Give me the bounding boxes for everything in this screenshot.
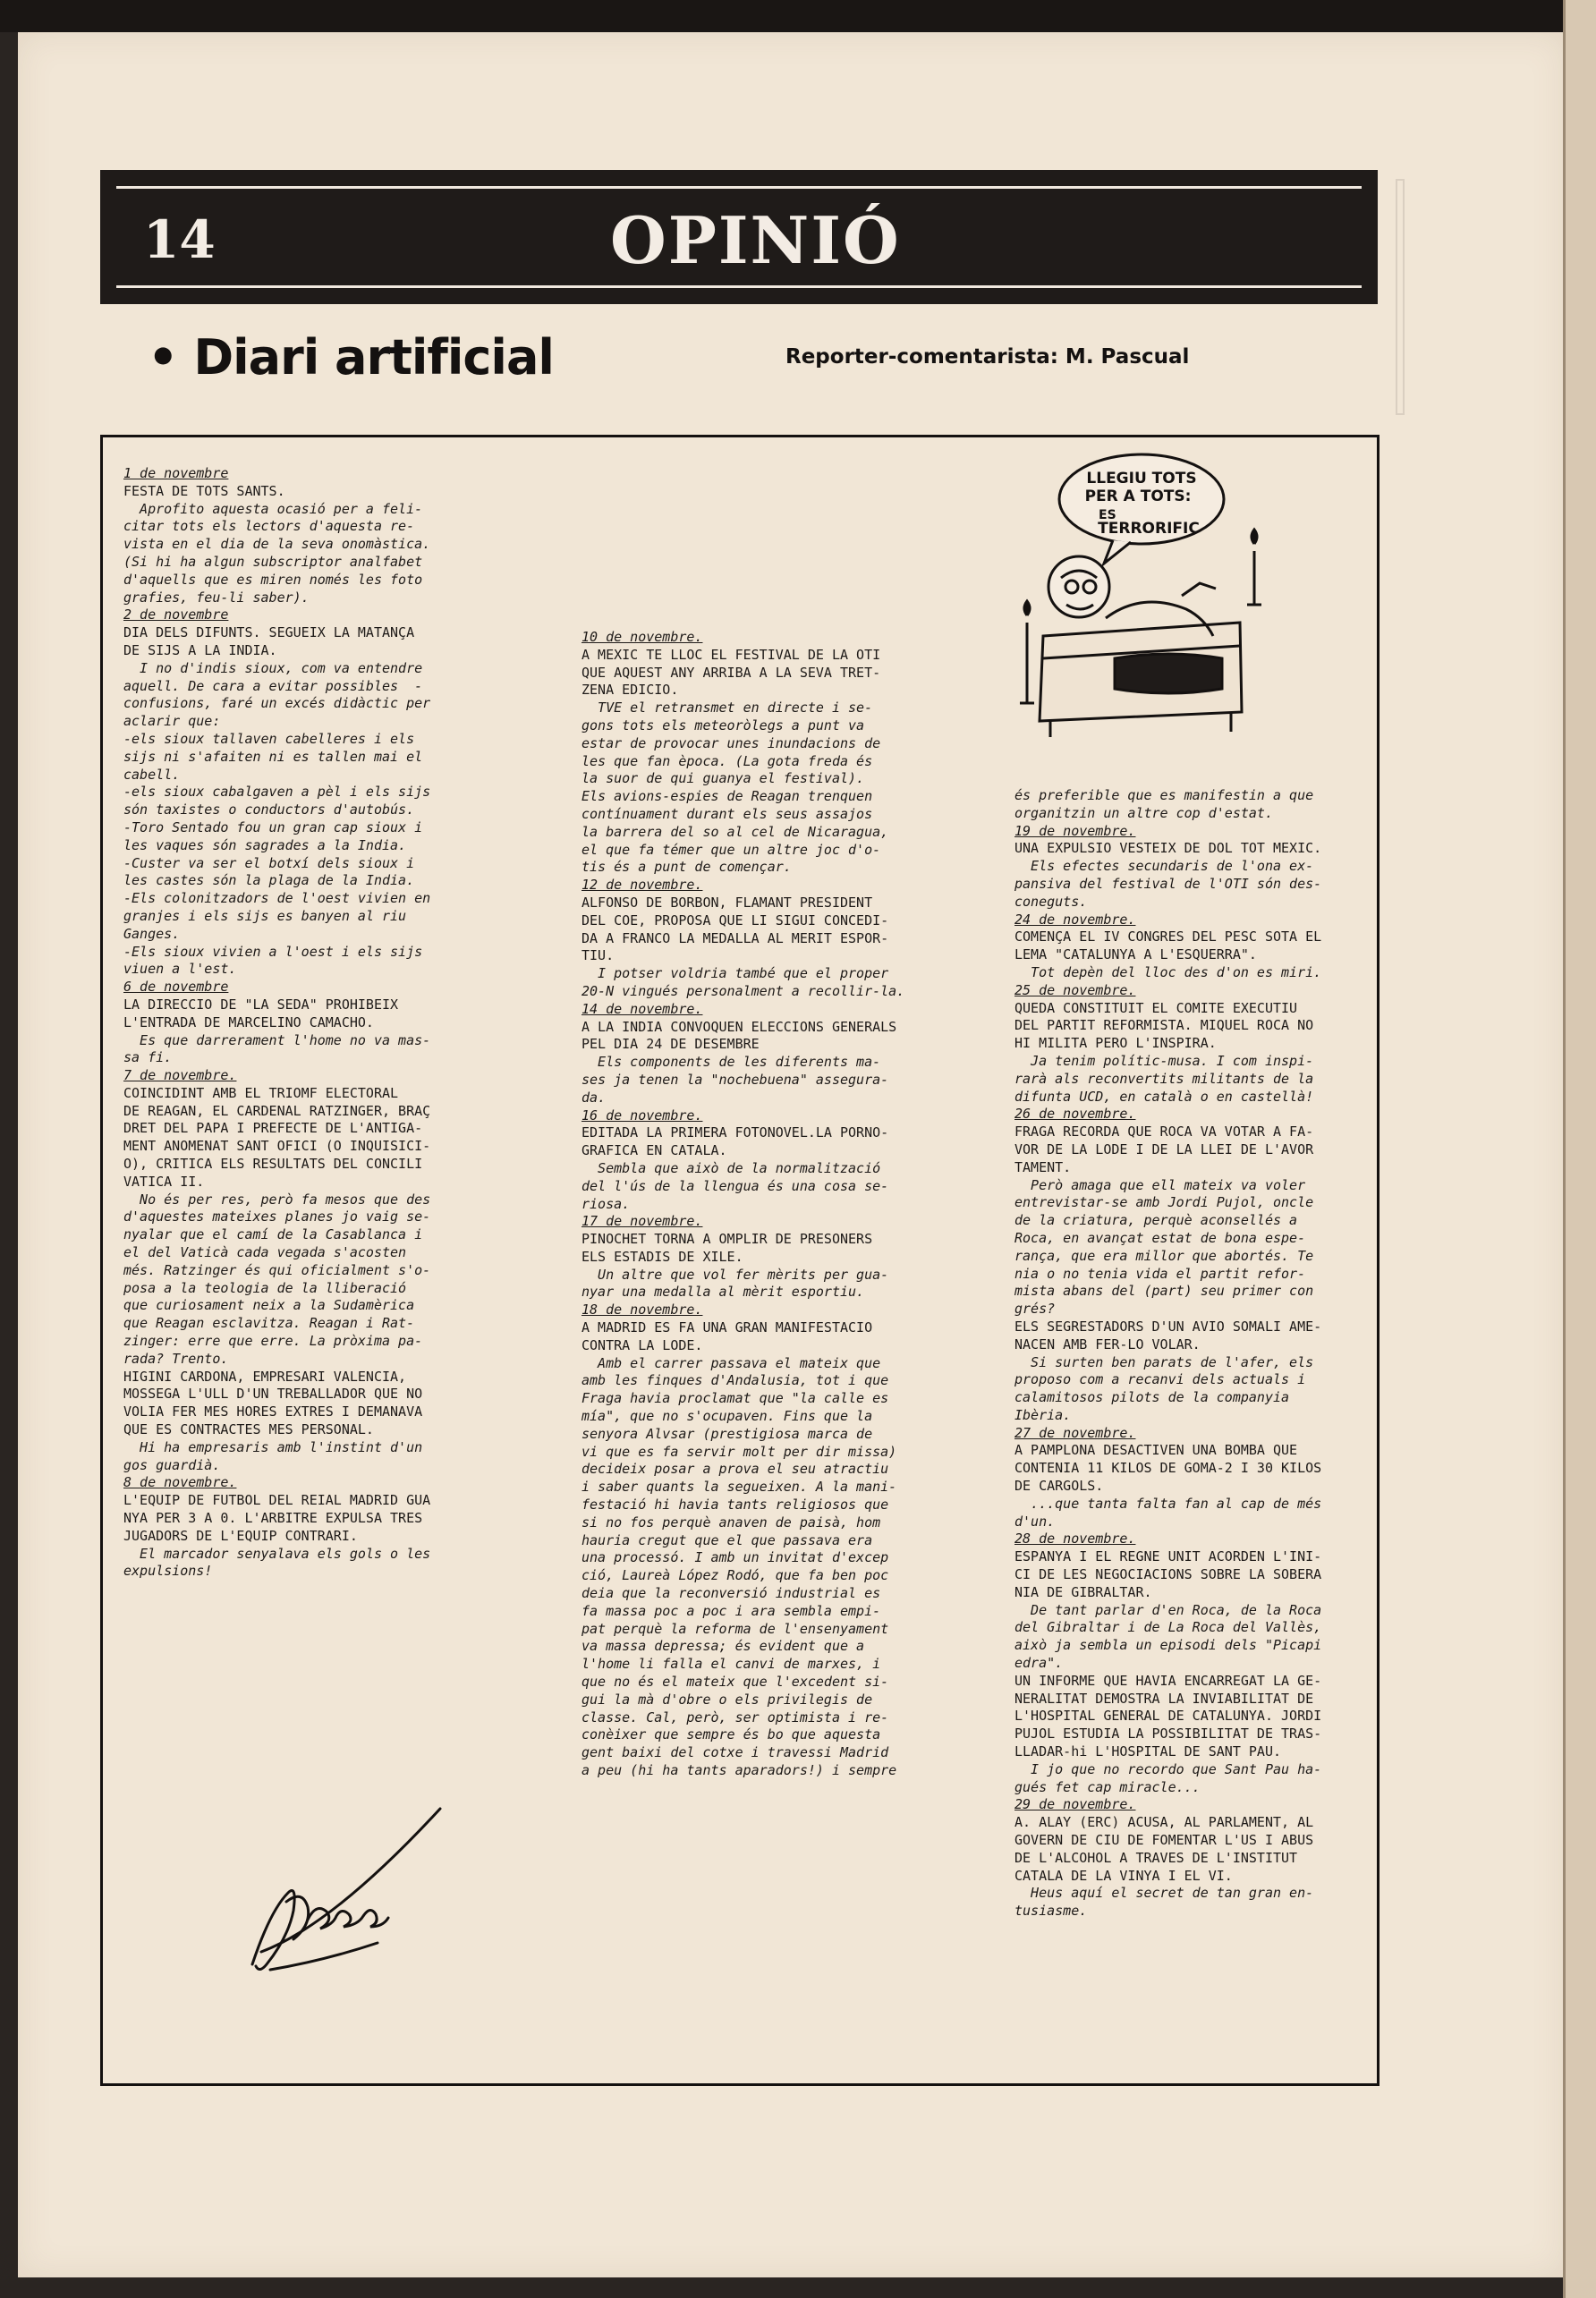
entry-text-line: rarà als reconvertits militants de la	[1014, 1070, 1314, 1087]
entry-text-line: senyora Alvsar (prestigiosa marca de	[582, 1425, 873, 1442]
entry-headline-line: L'EQUIP DE FUTBOL DEL REIAL MADRID GUA	[123, 1492, 431, 1509]
entry-headline-line: UN INFORME QUE HAVIA ENCARREGAT LA GE-	[1014, 1672, 1322, 1689]
entry-headline-line: COINCIDINT AMB EL TRIOMF ELECTORAL	[123, 1084, 399, 1101]
entry-headline-line: NACEN AMB FER-LO VOLAR.	[1014, 1336, 1201, 1353]
entry-text-line: Fraga havia proclamat que "la calle es	[582, 1390, 889, 1407]
entry-text-line: mía", que no s'ocupaven. Fins que la	[582, 1408, 873, 1425]
entry-date: 10 de novembre.	[582, 629, 703, 645]
entry-text-line: la suor de qui guanya el festival).	[582, 770, 865, 787]
entry-text-line: la barrera del so al cel de Nicaragua,	[582, 823, 889, 840]
entry-text-line: expulsions!	[123, 1563, 213, 1580]
entry-headline-line: CI DE LES NEGOCIACIONS SOBRE LA SOBERA	[1014, 1566, 1322, 1583]
entry-text-line: tusiasme.	[1014, 1903, 1088, 1920]
entry-headline-line: DIA DELS DIFUNTS. SEGUEIX LA MATANÇA	[123, 624, 415, 641]
entry-text-line: fa massa poc a poc i ara sembla empi-	[582, 1602, 881, 1619]
entry-headline-line: COMENÇA EL IV CONGRES DEL PESC SOTA EL	[1014, 929, 1322, 945]
entry-headline-line: LA DIRECCIO DE "LA SEDA" PROHIBEIX	[123, 996, 399, 1013]
entry-headline-line: ELS ESTADIS DE XILE.	[582, 1248, 743, 1265]
entry-text-line: 20-N vingués personalment a recollir-la.	[582, 982, 905, 999]
entry-text-line: aclarir que:	[123, 713, 221, 730]
entry-headline-line: DE L'ALCOHOL A TRAVES DE L'INSTITUT	[1014, 1849, 1298, 1866]
entry-headline-line: DEL COE, PROPOSA QUE LI SIGUI CONCEDI-	[582, 912, 889, 929]
entry-text-line: -Custer va ser el botxí dels sioux i	[123, 854, 415, 871]
bubble-line-3: ES	[1099, 508, 1116, 522]
entry-headline-line: DRET DEL PAPA I PREFECTE DE L'ANTIGA-	[123, 1120, 423, 1137]
entry-text-line: les castes són la plaga de la India.	[123, 872, 415, 889]
entry-headline-line: ALFONSO DE BORBON, FLAMANT PRESIDENT	[582, 894, 873, 911]
entry-text-line: mista abans del (part) seu primer con	[1014, 1283, 1314, 1300]
entry-text-line: pat perquè la reforma de l'ensenyament	[582, 1620, 889, 1637]
bubble-line-2: PER A TOTS:	[1084, 488, 1192, 505]
entry-text-line: viuen a l'est.	[123, 961, 237, 978]
entry-text-line: I potser voldria també que el proper	[582, 965, 889, 982]
speech-bubble-tail	[1104, 540, 1131, 564]
entry-text-line: proposo com a recanvi dels actuals i	[1014, 1371, 1306, 1388]
entry-text-line: edra".	[1014, 1655, 1064, 1672]
entry-text-line: d'aquells que es miren només les foto	[123, 571, 423, 588]
cartoon-illustration	[1007, 444, 1294, 748]
entry-text-line: les vaques són sagrades a la India.	[123, 836, 407, 853]
entry-text-line: d'un.	[1014, 1513, 1056, 1530]
entry-headline-line: TAMENT.	[1014, 1158, 1072, 1175]
entry-text-line: si no fos perquè anaven de paisà, hom	[582, 1514, 881, 1531]
entry-headline-line: PUJOL ESTUDIA LA POSSIBILITAT DE TRAS-	[1014, 1726, 1322, 1743]
entry-text-line: tis és a punt de començar.	[582, 859, 792, 876]
entry-headline-line: FESTA DE TOTS SANTS.	[123, 482, 285, 499]
entry-headline-line: DE CARGOLS.	[1014, 1478, 1104, 1495]
entry-text-line: da.	[582, 1089, 607, 1106]
entry-text-line: amb les finques d'Andalusia, tot i que	[582, 1372, 889, 1389]
entry-headline-line: MENT ANOMENAT SANT OFICI (O INQUISICI-	[123, 1138, 431, 1155]
entry-text-line: ses ja tenen la "nochebuena" assegura-	[582, 1071, 889, 1088]
entry-text-line: festació hi havia tants religiosos que	[582, 1497, 889, 1514]
entry-text-line: cabell.	[123, 766, 181, 783]
entry-text-line: l'home li falla el canvi de marxes, i	[582, 1656, 881, 1673]
entry-date: 6 de novembre	[123, 979, 229, 996]
entry-text-line: això ja sembla un episodi dels "Picapi	[1014, 1637, 1322, 1654]
text-column-2	[582, 629, 966, 1780]
entry-date: 1 de novembre	[123, 465, 229, 481]
entry-text-line: -Toro Sentado fou un gran cap sioux i	[123, 818, 423, 835]
entry-text-line: difunta UCD, en català o en castellà!	[1014, 1088, 1314, 1105]
coffin-figure-icon	[1020, 530, 1261, 737]
entry-text-line: calamitosos pilots de la companyia	[1014, 1389, 1290, 1406]
entry-headline-line: JUGADORS DE L'EQUIP CONTRARI.	[123, 1527, 358, 1544]
entry-text-line: de la criatura, perquè aconsellés a	[1014, 1212, 1298, 1229]
entry-text-line: -Els colonitzadors de l'oest vivien en	[123, 890, 431, 907]
section-header	[100, 170, 1378, 304]
entry-text-line: I no d'indis sioux, com va entendre	[123, 659, 423, 676]
entry-text-line: El marcador senyalava els gols o les	[123, 1545, 431, 1562]
entry-date: 24 de novembre.	[1014, 911, 1136, 928]
page-number: 14	[143, 209, 216, 270]
entry-text-line: Aprofito aquesta ocasió per a feli-	[123, 500, 423, 517]
entry-text-line: rança, que era millor que abortés. Te	[1014, 1247, 1314, 1264]
entry-text-line: que Reagan esclavitza. Reagan i Rat-	[123, 1315, 415, 1332]
section-title: OPINIÓ	[610, 202, 901, 278]
entry-text-line: Sembla que això de la normalització	[582, 1159, 881, 1176]
entry-headline-line: QUEDA CONSTITUIT EL COMITE EXECUTIU	[1014, 999, 1298, 1016]
entry-text-line: les que fan època. (La gota freda és	[582, 752, 873, 769]
entry-date: 18 de novembre.	[582, 1302, 703, 1319]
entry-text-line: a peu (hi ha tants aparadors!) i sempre	[582, 1762, 897, 1778]
entry-text-line: gui la mà d'obre o els privilegis de	[582, 1691, 873, 1708]
entry-date: 17 de novembre.	[582, 1213, 703, 1230]
entry-date: 25 de novembre.	[1014, 981, 1136, 998]
entry-text-line: Ganges.	[123, 925, 181, 942]
entry-text-line: No és per res, però fa mesos que des	[123, 1191, 431, 1208]
entry-headline-line: PINOCHET TORNA A OMPLIR DE PRESONERS	[582, 1231, 873, 1248]
entry-text-line: sijs ni s'afaiten ni es tallen mai el	[123, 748, 423, 765]
entry-headline-line: DE SIJS A LA INDIA.	[123, 641, 277, 658]
header-rule-top	[116, 186, 1362, 189]
entry-text-line: Els efectes secundaris de l'ona ex-	[1014, 858, 1314, 875]
entry-date: 16 de novembre.	[582, 1107, 703, 1124]
entry-headline-line: QUE AQUEST ANY ARRIBA A LA SEVA TRET-	[582, 664, 881, 681]
entry-headline-line: FRAGA RECORDA QUE ROCA VA VOTAR A FA-	[1014, 1124, 1314, 1141]
article-title: • Diari artificial	[148, 329, 554, 386]
entry-text-line: Tot depèn del lloc des d'on es miri.	[1014, 963, 1322, 980]
entry-headline-line: L'HOSPITAL GENERAL DE CATALUNYA. JORDI	[1014, 1708, 1322, 1725]
entry-headline-line: O), CRITICA ELS RESULTATS DEL CONCILI	[123, 1156, 423, 1173]
entry-text-line: vi que es fa servir molt per dir missa)	[582, 1443, 897, 1460]
entry-date: 26 de novembre.	[1014, 1106, 1136, 1123]
entry-text-line: és preferible que es manifestin a que	[1014, 787, 1314, 803]
entry-text-line: (Si hi ha algun subscriptor analfabet	[123, 553, 423, 570]
entry-text-line: una processó. I amb un invitat d'excep	[582, 1549, 889, 1566]
entry-text-line: aquell. De cara a evitar possibles -	[123, 677, 423, 694]
entry-text-line: són taxistes o conductors d'autobús.	[123, 801, 415, 818]
entry-text-line: nyar una medalla al mèrit esportiu.	[582, 1284, 865, 1301]
entry-headline-line: A. ALAY (ERC) ACUSA, AL PARLAMENT, AL	[1014, 1814, 1314, 1831]
entry-text-line: més. Ratzinger és qui oficialment s'o-	[123, 1261, 431, 1278]
entry-headline-line: ELS SEGRESTADORS D'UN AVIO SOMALI AME-	[1014, 1318, 1322, 1335]
entry-text-line: nia o no tenia vida el partit refor-	[1014, 1265, 1306, 1282]
entry-text-line: ...que tanta falta fan al cap de més	[1014, 1495, 1322, 1512]
entry-text-line: d'aquestes mateixes planes jo vaig se-	[123, 1208, 431, 1225]
entry-text-line: grafies, feu-li saber).	[123, 589, 310, 606]
entry-text-line: decideix posar a prova el seu atractiu	[582, 1461, 889, 1478]
entry-text-line: -Els sioux vivien a l'oest i els sijs	[123, 943, 423, 960]
entry-date: 27 de novembre.	[1014, 1424, 1136, 1441]
entry-headline-line: ZENA EDICIO.	[582, 682, 679, 699]
entry-text-line: organitzin un altre cop d'estat.	[1014, 804, 1273, 821]
entry-headline-line: PEL DIA 24 DE DESEMBRE	[582, 1036, 760, 1053]
entry-headline-line: CONTENIA 11 KILOS DE GOMA-2 I 30 KILOS	[1014, 1460, 1322, 1477]
entry-date: 2 de novembre	[123, 606, 229, 623]
entry-text-line: pansiva del festival de l'OTI són des-	[1014, 875, 1322, 892]
entry-headline-line: HI MILITA PERO L'INSPIRA.	[1014, 1035, 1217, 1052]
entry-headline-line: CATALA DE LA VINYA I EL VI.	[1014, 1867, 1233, 1884]
entry-headline-line: EDITADA LA PRIMERA FOTONOVEL.LA PORNO-	[582, 1124, 889, 1141]
entry-text-line: contínuament durant els seus assajos	[582, 805, 873, 822]
entry-text-line: hauria cregut que el que passava era	[582, 1531, 873, 1548]
entry-headline-line: TIU.	[582, 947, 615, 964]
entry-text-line: -els sioux tallaven cabelleres i els	[123, 730, 415, 747]
entry-headline-line: L'ENTRADA DE MARCELINO CAMACHO.	[123, 1013, 374, 1030]
entry-date: 28 de novembre.	[1014, 1531, 1136, 1548]
entry-text-line: nyalar que el camí de la Casablanca i	[123, 1226, 423, 1243]
entry-headline-line: GRAFICA EN CATALA.	[582, 1142, 727, 1159]
entry-text-line: Es que darrerament l'home no va mas-	[123, 1031, 431, 1048]
entry-headline-line: VOLIA FER MES HORES EXTRES I DEMANAVA	[123, 1403, 423, 1420]
entry-date: 14 de novembre.	[582, 1000, 703, 1017]
entry-headline-line: A LA INDIA CONVOQUEN ELECCIONS GENERALS	[582, 1018, 897, 1035]
entry-headline-line: DA A FRANCO LA MEDALLA AL MERIT ESPOR-	[582, 929, 889, 946]
entry-date: 19 de novembre.	[1014, 822, 1136, 839]
entry-headline-line: ESPANYA I EL REGNE UNIT ACORDEN L'INI-	[1014, 1548, 1322, 1565]
entry-text-line: posa a la teologia de la lliberació	[123, 1279, 407, 1296]
entry-text-line: va massa depressa; és evident que a	[582, 1638, 865, 1655]
entry-text-line: rada? Trento.	[123, 1350, 229, 1367]
entry-headline-line: QUE ES CONTRACTES MES PERSONAL.	[123, 1421, 374, 1438]
entry-headline-line: VATICA II.	[123, 1173, 205, 1190]
entry-text-line: Hi ha empresaris amb l'instint d'un	[123, 1438, 423, 1455]
entry-date: 8 de novembre.	[123, 1474, 237, 1491]
bubble-line-1: LLEGIU TOTS	[1086, 470, 1197, 488]
entry-text-line: conèixer que sempre és bo que aquesta	[582, 1726, 881, 1743]
entry-text-line: gent baixi del cotxe i travessi Madrid	[582, 1744, 889, 1761]
entry-text-line: confusions, faré un excés didàctic per	[123, 695, 431, 712]
author-signature	[234, 1794, 449, 1988]
entry-text-line: Els avions-espies de Reagan trenquen	[582, 788, 873, 805]
entry-text-line: grés?	[1014, 1301, 1056, 1318]
entry-date: 29 de novembre.	[1014, 1796, 1136, 1813]
entry-text-line: que curiosament neix a la Sudamèrica	[123, 1297, 415, 1314]
entry-headline-line: GOVERN DE CIU DE FOMENTAR L'US I ABUS	[1014, 1832, 1314, 1849]
bubble-line-4: TERRORIFIC	[1098, 520, 1200, 538]
entry-headline-line: DE REAGAN, EL CARDENAL RATZINGER, BRAÇ	[123, 1102, 431, 1119]
entry-headline-line: CONTRA LA LODE.	[582, 1336, 703, 1353]
text-column-1	[123, 465, 544, 1581]
entry-text-line: riosa.	[582, 1195, 631, 1212]
entry-text-line: i saber quants la segueixen. A la mani-	[582, 1479, 897, 1496]
scan-top-edge	[0, 0, 1596, 32]
entry-text-line: del l'ús de la llengua és una cosa se-	[582, 1177, 889, 1194]
entry-headline-line: LEMA "CATALUNYA A L'ESQUERRA".	[1014, 946, 1257, 963]
entry-text-line: que no és el mateix que l'excedent si-	[582, 1674, 889, 1691]
entry-text-line: entrevistar-se amb Jordi Pujol, oncle	[1014, 1194, 1314, 1211]
entry-text-line: Ja tenim polític-musa. I com inspi-	[1014, 1052, 1314, 1069]
entry-text-line: Heus aquí el secret de tan gran en-	[1014, 1885, 1314, 1902]
entry-headline-line: A PAMPLONA DESACTIVEN UNA BOMBA QUE	[1014, 1442, 1298, 1459]
entry-text-line: Amb el carrer passava el mateix que	[582, 1354, 881, 1371]
entry-text-line: classe. Cal, però, ser optimista i re-	[582, 1709, 889, 1726]
entry-text-line: Un altre que vol fer mèrits per gua-	[582, 1266, 889, 1283]
entry-text-line: Ibèria.	[1014, 1406, 1072, 1423]
entry-headline-line: VOR DE LA LODE I DE LA LLEI DE L'AVOR	[1014, 1141, 1314, 1157]
article-byline: Reporter-comentarista: M. Pascual	[785, 345, 1190, 369]
entry-headline-line: UNA EXPULSIO VESTEIX DE DOL TOT MEXIC.	[1014, 840, 1322, 857]
entry-date: 7 de novembre.	[123, 1067, 237, 1084]
entry-text-line: Els components de les diferents ma-	[582, 1054, 881, 1071]
entry-text-line: -els sioux cabalgaven a pèl i els sijs	[123, 784, 431, 801]
entry-text-line: el del Vaticà cada vegada s'acosten	[123, 1244, 407, 1261]
entry-text-line: gués fet cap miracle...	[1014, 1778, 1201, 1795]
entry-headline-line: LLADAR-hi L'HOSPITAL DE SANT PAU.	[1014, 1743, 1282, 1760]
entry-text-line: deia que la reconversió industrial es	[582, 1585, 881, 1602]
entry-headline-line: A MEXIC TE LLOC EL FESTIVAL DE LA OTI	[582, 646, 881, 663]
entry-text-line: Si surten ben parats de l'afer, els	[1014, 1353, 1314, 1370]
entry-text-line: zinger: erre que erre. La pròxima pa-	[123, 1333, 423, 1350]
bleed-through-mark	[1396, 179, 1405, 415]
entry-text-line: granjes i els sijs es banyen al riu	[123, 907, 407, 924]
entry-headline-line: A MADRID ES FA UNA GRAN MANIFESTACIO	[582, 1319, 873, 1336]
entry-text-line: del Gibraltar i de La Roca del Vallès,	[1014, 1619, 1322, 1636]
next-page-edge	[1563, 0, 1596, 2298]
entry-text-line: gons tots els meteoròlegs a punt va	[582, 717, 865, 733]
entry-text-line: ció, Laureà López Rodó, que fa ben poc	[582, 1567, 889, 1584]
header-rule-bottom	[116, 285, 1362, 288]
entry-text-line: Roca, en avançat estat de bona espe-	[1014, 1229, 1306, 1246]
entry-headline-line: NIA DE GIBRALTAR.	[1014, 1583, 1152, 1600]
entry-headline-line: HIGINI CARDONA, EMPRESARI VALENCIA,	[123, 1368, 407, 1385]
entry-text-line: sa fi.	[123, 1049, 173, 1066]
entry-text-line: coneguts.	[1014, 893, 1088, 910]
entry-text-line: I jo que no recordo que Sant Pau ha-	[1014, 1760, 1322, 1777]
entry-headline-line: NERALITAT DEMOSTRA LA INVIABILITAT DE	[1014, 1690, 1314, 1707]
entry-date: 12 de novembre.	[582, 877, 703, 894]
entry-text-line: TVE el retransmet en directe i se-	[582, 700, 873, 717]
entry-headline-line: DEL PARTIT REFORMISTA. MIQUEL ROCA NO	[1014, 1017, 1314, 1034]
entry-text-line: el que fa témer que un altre joc d'o-	[582, 841, 881, 858]
entry-headline-line: NYA PER 3 A 0. L'ARBITRE EXPULSA TRES	[123, 1510, 423, 1527]
entry-text-line: gos guardià.	[123, 1456, 221, 1473]
entry-text-line: citar tots els lectors d'aquesta re-	[123, 518, 415, 535]
entry-text-line: vista en el dia de la seva onomàstica.	[123, 536, 431, 553]
entry-text-line: estar de provocar unes inundacions de	[582, 734, 881, 751]
entry-text-line: De tant parlar d'en Roca, de la Roca	[1014, 1601, 1322, 1618]
text-column-3	[1014, 787, 1408, 1921]
entry-headline-line: MOSSEGA L'ULL D'UN TREBALLADOR QUE NO	[123, 1386, 423, 1403]
entry-text-line: Però amaga que ell mateix va voler	[1014, 1176, 1306, 1193]
